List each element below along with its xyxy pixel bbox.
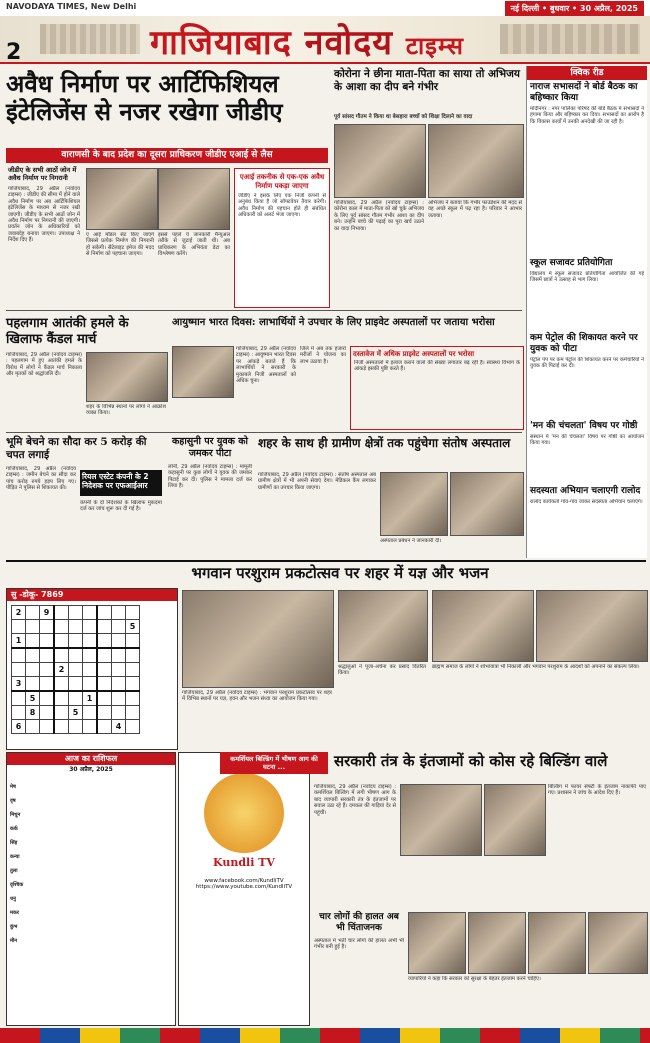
section-rule-3	[6, 560, 646, 562]
quickread-body1: मोदीनगर : नगर पालिका परिषद की बोर्ड बैठक में सभासदों ने हंगामा किया और बहिष्कार कर दिया। सभासदों का आरोप है कि विकास कार्यों में उनकी अनदेखी की जा रही है।	[530, 106, 644, 125]
sudoku-cell	[112, 706, 126, 720]
logo-suffix: टाइम्स	[405, 31, 464, 60]
kundli-ad	[178, 752, 310, 1026]
pahalgam-photo	[86, 352, 168, 402]
chain-body: लोनी, 29 अप्रैल (नवोदय टाइम्स) : मामूली कहासुनी पर कुछ लोगों ने युवक की जमकर पिटाई कर दी। पुलिस ने मामला दर्ज कर लिया है।	[168, 464, 252, 490]
sudoku-cell	[69, 634, 83, 649]
building-body-col3: बिल्डिंग में फायर सेफ्टी के इंतजाम नाकाफी पाए गए। प्रशासन ने जांच के आदेश दिए हैं।	[548, 784, 646, 797]
hospital-photo-2	[450, 472, 524, 536]
newspaper-logo	[150, 18, 464, 64]
sudoku-cell: 1	[12, 634, 26, 649]
sudoku-cell	[69, 606, 83, 620]
sudoku-cell	[126, 648, 140, 663]
sudoku-cell	[26, 620, 40, 634]
sudoku-cell	[54, 620, 69, 634]
sudoku-cell	[12, 691, 26, 706]
building-quotes: व्यापारियों ने कहा कि सरकार को सुरक्षा के बेहतर इंतजाम करने चाहिए।	[408, 976, 541, 982]
building-kicker: कमर्शियल बिल्डिंग में भीषण आग की घटना ...	[220, 752, 328, 774]
hospital-body: गाजियाबाद, 29 अप्रैल (नवोदय टाइम्स) : संतोष अस्पताल अब ग्रामीण क्षेत्रों में भी अपनी सेवाएं देगा। मेडिकल कैंप लगाकर ग्रामीणों का उपचार किया जाएगा।	[258, 472, 376, 491]
sudoku-cell	[112, 648, 126, 663]
building-face-4	[588, 912, 648, 974]
kundli-facebook-link[interactable]: www.facebook.com/KundliTV	[204, 877, 284, 884]
sudoku-cell	[126, 634, 140, 649]
sudoku-cell	[26, 648, 40, 663]
sudoku-cell	[54, 720, 69, 734]
ayushman-body-col1: गाजियाबाद, 29 अप्रैल (नवोदय टाइम्स) : आयुष्मान भारत दिवस पर आंकड़े बताते हैं कि लाभार्थियों ने सरकारी के मुकाबले निजी अस्पतालों को अधिक चुना।	[236, 346, 296, 385]
parshuram-photo-1	[182, 590, 334, 688]
corona-subhead: पूर्व सांसद गौतम ने किया था बेसहारा बच्चों को शिक्षा दिलाने का वादा	[334, 114, 473, 120]
bhumi-headline: भूमि बेचने का सौदा कर 5 करोड़ की चपत लगाई	[6, 436, 147, 461]
building-face-1	[408, 912, 466, 974]
sudoku-cell	[54, 606, 69, 620]
parshuram-photo-3	[432, 590, 534, 662]
sudoku-cell	[69, 620, 83, 634]
top-strip	[0, 0, 650, 17]
sudoku-cell	[126, 706, 140, 720]
quickread-h5: सदस्यता अभियान चलाएगी रालोद	[530, 486, 641, 496]
rashi-item: कर्क	[10, 826, 18, 832]
chain-headline: कहासुनी पर युवक को जमकर पीटा	[171, 436, 248, 459]
sudoku-cell: 3	[12, 677, 26, 692]
sudoku-cell	[26, 634, 40, 649]
sudoku-cell	[97, 606, 112, 620]
lead-headline-line2: इंटेलिजेंस से नजर रखेगा जीडीए	[6, 97, 283, 126]
hospital-photo-1	[380, 472, 448, 536]
sudoku-cell	[83, 606, 98, 620]
sudoku-cell	[26, 677, 40, 692]
building-photo-2	[484, 784, 546, 856]
sudoku-cell	[12, 620, 26, 634]
skyline-graphic	[40, 24, 140, 54]
ayushman-headline: आयुष्मान भारत दिवस: लाभार्थियों ने उपचार के लिए प्राइवेट अस्पतालों पर जताया भरोसा	[172, 317, 495, 328]
sudoku-cell	[126, 663, 140, 677]
sudoku-cell	[97, 648, 112, 663]
sudoku-cell	[97, 620, 112, 634]
sudoku-cell	[40, 648, 55, 663]
rashi-item: मीन	[10, 938, 18, 944]
sudoku-grid	[11, 605, 140, 734]
sudoku-cell	[97, 677, 112, 692]
building-chaar-body: अस्पताल में भर्ती चार लोगों की हालत अभी भी गंभीर बनी हुई है।	[314, 938, 404, 951]
lead-body-col3: इससे पहले ये जानकारी मैन्युअल तरीके से जुटाई जाती थी। अब प्राधिकरण के अभियंता डेटा का विश्लेषण करेंगे।	[158, 232, 230, 258]
quickread-column	[526, 66, 647, 558]
pahalgam-headline: पहलगाम आतंकी हमले के खिलाफ कैंडल मार्च	[6, 316, 129, 347]
quickread-h4: 'मन की चंचलता' विषय पर गोष्ठी	[530, 421, 638, 431]
sudoku-cell: 1	[83, 691, 98, 706]
parshuram-body-2: श्रद्धालुओं ने पूजा-अर्चना कर प्रसाद वितरित किया।	[338, 664, 426, 677]
sudoku-cell	[83, 706, 98, 720]
sudoku-cell	[69, 648, 83, 663]
sudoku-cell	[112, 663, 126, 677]
section-rule	[6, 310, 522, 311]
sudoku-cell	[26, 606, 40, 620]
sudoku-cell	[54, 648, 69, 663]
rashi-item: सिंह	[10, 840, 18, 846]
sudoku-cell	[83, 634, 98, 649]
sudoku-cell	[83, 663, 98, 677]
lead-body-col2: ए आई मॉडल सेट किए जाएंगे जिससे प्रत्येक निर्माण की निगरानी हो सकेगी। सैटेलाइट इमेज की मदद से निर्माण को पहचाना जाएगा।	[86, 232, 154, 258]
sudoku-cell: 8	[26, 706, 40, 720]
sudoku-cell	[54, 691, 69, 706]
sudoku-cell	[54, 706, 69, 720]
edition-label: NAVODAYA TIMES, New Delhi	[6, 2, 137, 11]
parshuram-body-1: गाजियाबाद, 29 अप्रैल (नवोदय टाइम्स) : भगवान परशुराम प्रकटोत्सव पर शहर में विभिन्न स्थानों पर यज्ञ, हवन और भजन संध्या का आयोजन किया गया।	[182, 690, 332, 703]
sudoku-cell	[40, 706, 55, 720]
parshuram-photo-2	[338, 590, 428, 662]
rashi-item: मकर	[10, 910, 19, 916]
sudoku-label: सु -डोकू- 7869	[7, 589, 177, 601]
hospital-caption: अस्पताल प्रबंधन ने जानकारी दी।	[380, 538, 442, 544]
lead-kicker: जीडीए के सभी आठों जोन में अवैध निर्माण पर निगरानी	[8, 166, 77, 182]
logo-brand: नवोदय	[304, 23, 393, 63]
rashi-item: कुंभ	[10, 924, 18, 930]
sudoku-cell: 6	[12, 720, 26, 734]
sudoku-cell	[97, 663, 112, 677]
quickread-h3: कम पेट्रोल की शिकायत करने पर युवक को पीटा	[530, 333, 638, 354]
lead-photo-2	[158, 168, 230, 230]
sudoku-cell	[40, 720, 55, 734]
page-number: 2	[6, 40, 22, 65]
pahalgam-body: गाजियाबाद, 29 अप्रैल (नवोदय टाइम्स) : पहलगाम में हुए आतंकी हमले के विरोध में लोगों ने कैंडल मार्च निकाला और मृतकों को श्रद्धांजलि दी।	[6, 352, 82, 378]
sudoku-cell	[97, 691, 112, 706]
sudoku-cell	[69, 677, 83, 692]
rashi-item: मेष	[10, 784, 16, 790]
sudoku-cell: 2	[12, 606, 26, 620]
quickread-body3: पेट्रोल पंप पर कम पेट्रोल की शिकायत करने पर कर्मचारियों ने युवक की पिटाई कर दी।	[530, 357, 644, 370]
date-label: नई दिल्ली • बुधवार • 30 अप्रैल, 2025	[505, 1, 644, 16]
rashi-item: धनु	[10, 896, 16, 902]
corona-photo-2	[428, 124, 524, 198]
sudoku-cell	[69, 720, 83, 734]
sudoku-cell: 2	[54, 663, 69, 677]
sudoku-cell	[126, 720, 140, 734]
lead-side-quote: एआई तकनीक से एक-एक अवैध निर्माण पकड़ा जाएगा	[239, 172, 325, 190]
rashifal-box	[6, 752, 176, 1026]
rashifal-list	[7, 773, 175, 947]
sudoku-cell	[126, 691, 140, 706]
ayushman-body-col2: जिले में अब तक हजारों मरीजों ने योजना का लाभ उठाया है।	[300, 346, 346, 365]
rashifal-date: 30 अप्रैल, 2025	[69, 766, 113, 773]
parshuram-photo-4	[536, 590, 648, 662]
sudoku-cell: 4	[112, 720, 126, 734]
sudoku-cell	[97, 634, 112, 649]
parshuram-body-3: ब्राह्मण समाज के लोगों ने शोभायात्रा भी निकाली और भगवान परशुराम के आदर्शों को अपनाने का संकल्प लिया।	[432, 664, 640, 670]
lead-headline-line1: अवैध निर्माण पर आर्टिफिशियल	[6, 69, 279, 98]
sudoku-cell	[54, 677, 69, 692]
building-chaar-headline: चार लोगों की हालत अब भी चिंताजनक	[319, 912, 399, 933]
sudoku-cell	[97, 706, 112, 720]
lead-subhead: वाराणसी के बाद प्रदेश का दूसरा प्राधिकरण जीडीए एआई से लैस	[6, 148, 328, 163]
rashi-item: तुला	[10, 868, 18, 874]
sudoku-cell	[40, 677, 55, 692]
sudoku-cell	[112, 606, 126, 620]
sudoku-cell	[40, 691, 55, 706]
sudoku-cell	[12, 648, 26, 663]
quickread-body4: संस्थान में 'मन की चंचलता' विषय पर गोष्ठी का आयोजन किया गया।	[530, 434, 644, 447]
corona-body-col2: अभिजय ने बताया कि गंभीर फाउंडेशन की मदद से वह अच्छे स्कूल में पढ़ रहा है। परिवार ने आभार जताया।	[428, 200, 522, 219]
sudoku-cell: 9	[40, 606, 55, 620]
sudoku-cell	[112, 677, 126, 692]
sudoku-cell	[112, 620, 126, 634]
ayushman-box-title: दस्तावेज में अधिक प्राइवेट अस्पतालों पर भरोसा	[353, 349, 475, 358]
ayushman-box	[350, 346, 524, 430]
building-headline: सरकारी तंत्र के इंतजामों को कोस रहे बिल्डिंग वाले	[334, 752, 608, 770]
skyline-graphic-right	[500, 24, 640, 54]
lead-photo	[86, 168, 158, 230]
ayushman-box-body: निजी अस्पतालों में इलाज कराने वालों की संख्या लगातार बढ़ रही है। स्वास्थ्य विभाग के आंकड़े इसकी पुष्टि करते हैं।	[354, 360, 520, 373]
sudoku-cell	[83, 677, 98, 692]
lead-side-body: जीडीए ने इसके लिए एक निजी कंपनी से अनुबंध किया है जो सॉफ्टवेयर तैयार करेगी। अवैध निर्माण की पहचान होते ही संबंधित अधिकारी को अलर्ट भेजा जाएगा।	[238, 193, 326, 219]
corona-body-col1: गाजियाबाद, 29 अप्रैल (नवोदय टाइम्स) : कोरोना काल में माता-पिता को खो चुके अभिजय के लिए पूर्व सांसद गौतम गंभीर आशा का दीप बने। उन्होंने बच्चे की पढ़ाई का पूरा खर्च उठाने का वादा निभाया।	[334, 200, 424, 232]
sudoku-cell: 5	[126, 620, 140, 634]
building-body-col1: गाजियाबाद, 29 अप्रैल (नवोदय टाइम्स) : कमर्शियल बिल्डिंग में लगी भीषण आग के बाद व्यापारी सरकारी तंत्र के इंतजामों पर सवाल उठा रहे हैं। दमकल की गाड़ियां देर से पहुंचीं।	[314, 784, 396, 816]
rashi-item: कन्या	[10, 854, 20, 860]
quickread-body2: विद्यालय में स्कूल सजावट प्रतियोगिता आयोजित की गई जिसमें छात्रों ने उत्साह से भाग लिया।	[530, 271, 644, 284]
sudoku-cell	[69, 663, 83, 677]
sudoku-cell	[40, 663, 55, 677]
sudoku-cell	[112, 634, 126, 649]
sudoku-cell	[112, 691, 126, 706]
color-registration-strip	[0, 1028, 650, 1043]
building-face-3	[528, 912, 586, 974]
logo-city: गाजियाबाद	[150, 23, 292, 63]
sudoku-cell	[40, 620, 55, 634]
building-photo-1	[400, 784, 482, 856]
corona-headline: कोरोना ने छीना माता-पिता का साया तो अभिजय के आशा का दीप बने गंभीर	[334, 68, 520, 93]
sudoku-cell	[97, 720, 112, 734]
rashifal-title: आज का राशिफल	[7, 753, 175, 765]
lead-sidebox	[234, 168, 330, 308]
ayushman-photo	[172, 346, 234, 398]
bhumi-body-col2: कंपनी के दो निदेशकों के खिलाफ मुकदमा दर्ज कर जांच शुरू कर दी गई है।	[80, 500, 162, 513]
sudoku-cell	[126, 677, 140, 692]
quickread-body5: रालोद कार्यकर्ता गांव-गांव जाकर सदस्यता अभियान चलाएंगे।	[530, 499, 643, 505]
sudoku-cell	[83, 648, 98, 663]
lead-body-col1: गाजियाबाद, 29 अप्रैल (नवोदय टाइम्स) : जीडीए की सीमा में होने वाले अवैध निर्माण पर अब आर्टिफिशियल इंटेलिजेंस के माध्यम से नजर रखी जाएगी। जीडीए के सभी आठों जोन में अवैध निर्माण पर निगरानी की जाएगी। प्रवर्तन जोन के अधिकारियों को जवाबदेह बनाया जाएगा। उपाध्यक्ष ने निर्देश दिए हैं।	[8, 186, 80, 244]
sudoku-cell	[26, 720, 40, 734]
quickread-h1: नाराज सभासदों ने बोर्ड बैठक का बहिष्कार किया	[530, 82, 638, 103]
bhumi-body-col1: गाजियाबाद, 29 अप्रैल (नवोदय टाइम्स) : जमीन बेचने का सौदा कर पांच करोड़ रुपये हड़प लिए गए। पीड़ित ने पुलिस से शिकायत की।	[6, 466, 76, 492]
sudoku-cell: 5	[69, 706, 83, 720]
building-face-2	[468, 912, 526, 974]
rashi-item: वृश्चिक	[10, 882, 24, 888]
sudoku-cell	[69, 691, 83, 706]
sudoku-cell	[12, 706, 26, 720]
section-rule-2	[6, 432, 522, 433]
pahalgam-body-2: शहर के विभिन्न स्थानों पर लोगों ने आक्रोश व्यक्त किया।	[86, 404, 166, 417]
parshuram-headline: भगवान परशुराम प्रकटोत्सव पर शहर में यज्ञ और भजन	[191, 564, 489, 582]
bhumi-subhead: रियल एस्टेट कंपनी के 2 निदेशक पर एफआईआर	[80, 470, 162, 496]
sudoku-cell	[83, 620, 98, 634]
sudoku-cell	[12, 663, 26, 677]
kundli-logo-graphic	[204, 773, 284, 853]
rashi-item: मिथुन	[10, 812, 21, 818]
quickread-title: क्विक रीड	[527, 66, 647, 80]
rashi-item: वृष	[10, 798, 16, 804]
sudoku-cell	[126, 606, 140, 620]
sudoku-cell	[40, 634, 55, 649]
sudoku-cell: 5	[26, 691, 40, 706]
kundli-brand: Kundli TV	[213, 856, 275, 869]
hospital-headline: शहर के साथ ही ग्रामीण क्षेत्रों तक पहुंचेगा संतोष अस्पताल	[258, 436, 511, 450]
sudoku-box	[6, 588, 178, 750]
corona-photo-1	[334, 124, 426, 198]
lead-headline	[6, 70, 328, 126]
quickread-h2: स्कूल सजावट प्रतियोगिता	[530, 258, 613, 268]
kundli-youtube-link[interactable]: https://www.youtube.com/KundliTV	[195, 883, 293, 890]
sudoku-cell	[83, 720, 98, 734]
sudoku-cell	[54, 634, 69, 649]
sudoku-cell	[26, 663, 40, 677]
